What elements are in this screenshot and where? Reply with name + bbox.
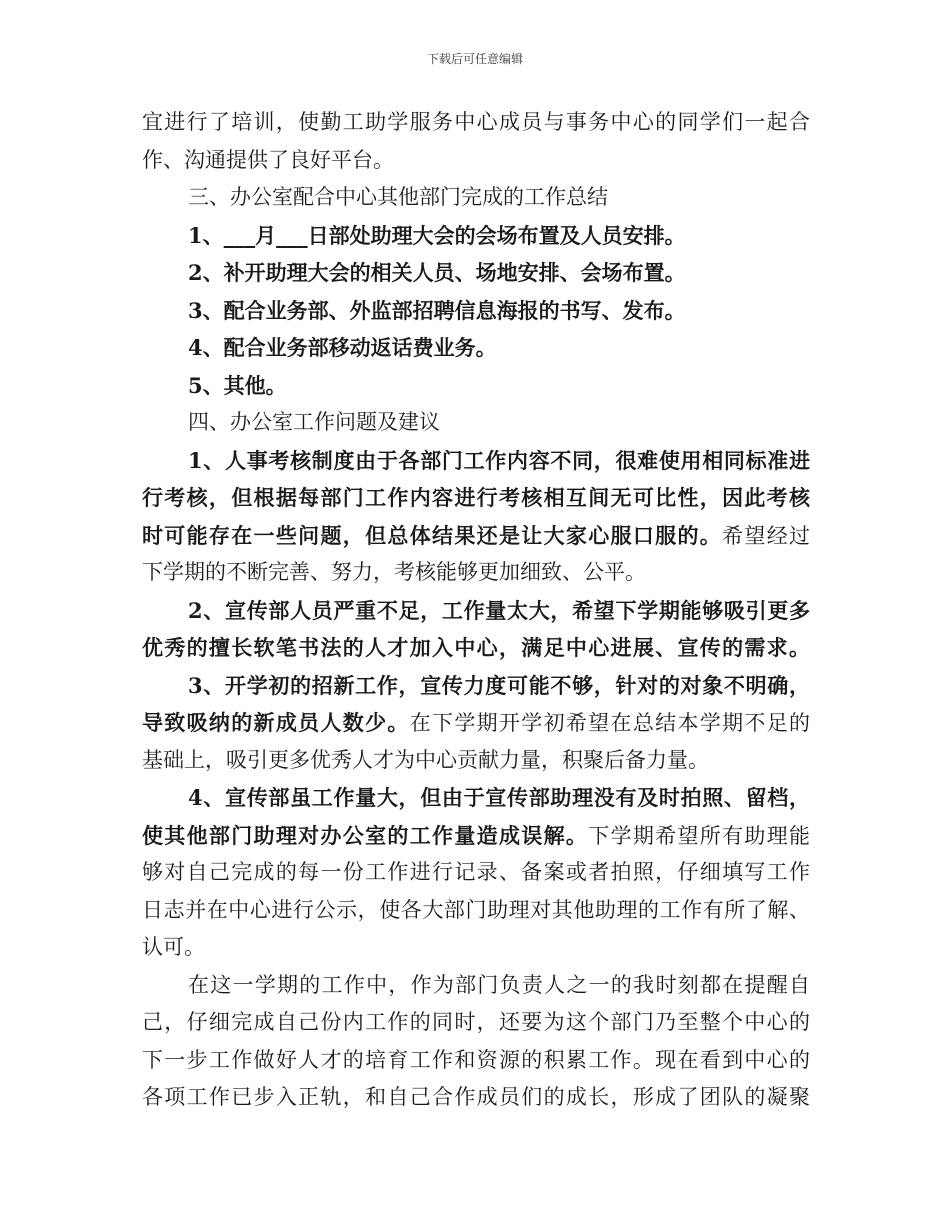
text-line	[142, 442, 810, 480]
text-line	[142, 592, 810, 630]
text-line	[142, 554, 810, 592]
text-segment: 在这一学期的工作中，作为部门负责人之一的我时刻都在提醒自	[188, 972, 810, 997]
text-segment: 在下学期开学初希望在总结本学期不足的	[409, 711, 811, 735]
text-segment: 导致吸纳的新成员人数少。	[142, 710, 410, 735]
text-line	[142, 929, 810, 967]
text-segment: 4、宣传部虽工作量大，但由于宣传部助理没有及时拍照、留档，	[188, 785, 810, 810]
text-segment: 四、办公室工作问题及建议	[188, 410, 440, 434]
text-segment: 下一步工作做好人才的培育工作和资源的积累工作。现在看到中心的	[142, 1047, 810, 1072]
text-line	[142, 1079, 810, 1117]
text-segment: 下学期希望所有助理能	[588, 823, 811, 848]
text-segment: 基础上，吸引更多优秀人才为中心贡献力量，积聚后备力量。	[142, 747, 709, 772]
text-segment: 三、办公室配合中心其他部门完成的工作总结	[188, 185, 608, 209]
text-line	[142, 1004, 810, 1042]
text-segment: 够对自己完成的每一份工作进行记录、备案或者拍照，仔细填写工作	[142, 860, 810, 884]
text-line	[142, 142, 810, 180]
text-segment: 行考核，但根据每部门工作内容进行考核相互间无可比性，因此考核	[142, 485, 810, 510]
text-line	[142, 742, 810, 780]
text-segment: 4、配合业务部移动返话费业务。	[188, 335, 497, 360]
text-segment: 时可能存在一些问题，但总体结果还是让大家心服口服的。	[142, 522, 723, 548]
text-line	[142, 404, 810, 442]
text-line	[142, 892, 810, 930]
text-line	[142, 517, 810, 555]
text-segment: 各项工作已步入正轨，和自己合作成员们的成长，形成了团队的凝聚	[142, 1085, 810, 1109]
text-line	[142, 629, 810, 667]
text-line	[142, 367, 810, 405]
text-line	[142, 1042, 810, 1080]
text-segment: 下学期的不断完善、努力，考核能够更加细致、公平。	[142, 560, 646, 584]
text-segment: 1、人事考核制度由于各部门工作内容不同，很难使用相同标准进	[188, 447, 810, 473]
text-segment: 2、宣传部人员严重不足，工作量太大，希望下学期能够吸引更多	[188, 597, 810, 623]
text-line	[142, 292, 810, 330]
text-segment: 日志并在中心进行公示，使各大部门助理对其他助理的工作有所了解、	[142, 897, 810, 922]
document-body	[142, 104, 810, 1117]
text-line	[142, 104, 810, 142]
text-line	[142, 329, 810, 367]
text-line	[142, 854, 810, 892]
text-segment: 2、补开助理大会的相关人员、场地安排、会场布置。	[188, 260, 686, 285]
text-segment: 5、其他。	[188, 372, 287, 398]
text-segment: 3、配合业务部、外监部招聘信息海报的书写、发布。	[188, 297, 686, 323]
text-segment: 希望经过	[722, 523, 811, 548]
text-line	[142, 179, 810, 217]
text-line	[142, 479, 810, 517]
text-segment: 1、___月___日部处助理大会的会场布置及人员安排。	[188, 222, 686, 248]
text-line	[142, 217, 810, 255]
text-line	[142, 779, 810, 817]
text-segment: 优秀的擅长软笔书法的人才加入中心，满足中心进展、宣传的需求。	[142, 635, 810, 660]
text-segment: 3、开学初的招新工作，宣传力度可能不够，针对的对象不明确，	[188, 672, 810, 698]
text-segment: 使其他部门助理对办公室的工作量造成误解。	[142, 822, 589, 848]
text-line	[142, 817, 810, 855]
text-line	[142, 967, 810, 1005]
text-segment: 认可。	[142, 935, 205, 959]
text-segment: 宜进行了培训，使勤工助学服务中心成员与事务中心的同学们一起合	[142, 110, 810, 134]
text-line	[142, 254, 810, 292]
page-header: 下载后可任意编辑	[426, 52, 523, 66]
text-line	[142, 667, 810, 705]
text-segment: 己，仔细完成自己份内工作的同时，还要为这个部门乃至整个中心的	[142, 1010, 810, 1034]
text-line	[142, 704, 810, 742]
text-segment: 作、沟通提供了良好平台。	[142, 147, 394, 172]
